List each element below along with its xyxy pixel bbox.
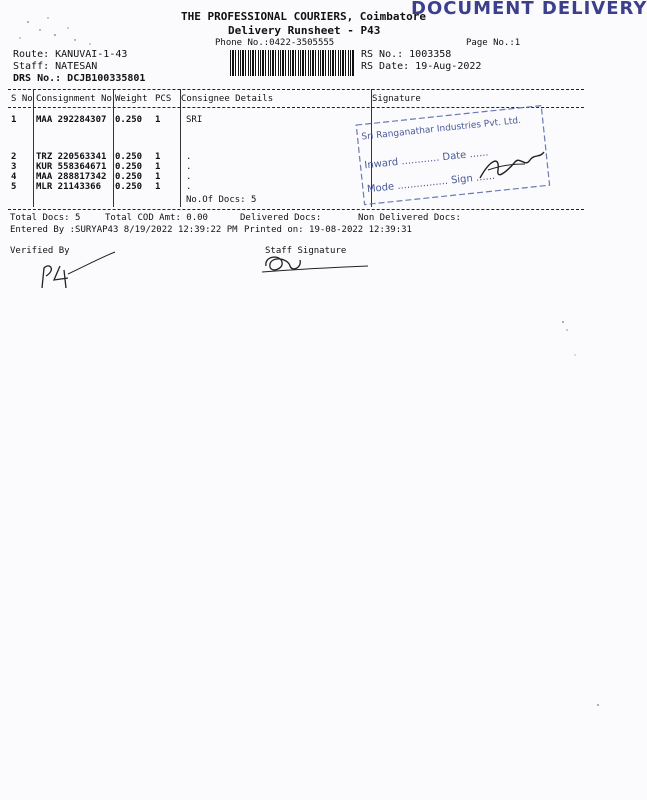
no-of-docs: No.Of Docs: 5 <box>186 195 257 205</box>
document-delivery-stamp: DOCUMENT DELIVERY <box>411 0 647 19</box>
header-sno: S No <box>11 94 33 104</box>
row-consignment: MLR 21143366 <box>36 182 102 192</box>
row-consignment: KUR 558364671 <box>36 162 107 172</box>
column-divider <box>113 89 114 207</box>
row-consignment: TRZ 220563341 <box>36 152 107 162</box>
company-name: THE PROFESSIONAL COURIERS, Coimbatore <box>181 10 427 23</box>
stamp-inward-line: Inward ............ Date ...... <box>363 147 490 172</box>
drs-number: DRS No.: DCJB100335801 <box>13 73 146 84</box>
header-weight: Weight <box>115 94 148 104</box>
receiver-signature <box>470 140 550 190</box>
delivered-docs: Delivered Docs: <box>240 213 322 223</box>
row-pcs: 1 <box>155 182 161 192</box>
row-weight: 0.250 <box>115 115 143 125</box>
row-pcs: 1 <box>155 152 161 162</box>
rs-date: RS Date: 19-Aug-2022 <box>361 61 482 72</box>
row-sno: 2 <box>11 152 17 162</box>
row-sno: 5 <box>11 182 17 192</box>
row-consignment: MAA 292284307 <box>36 115 107 125</box>
stamp-mode-line: Mode ................ Sign ...... <box>366 170 496 196</box>
verifier-signature <box>30 248 120 293</box>
row-consignee: SRI <box>186 115 203 125</box>
verified-by-label: Verified By <box>10 246 70 256</box>
stamp-mode: Mode <box>366 181 395 196</box>
phone-number: Phone No.:0422-3505555 <box>215 38 335 48</box>
column-divider <box>33 89 34 207</box>
header-consignment: Consignment No <box>36 94 112 104</box>
entered-by: Entered By :SURYAP43 8/19/2022 12:39:22 PM <box>10 225 238 235</box>
stamp-company: Sri Ranganathar Industries Pvt. Ltd. <box>361 115 522 143</box>
stamp-inward: Inward <box>363 156 399 172</box>
row-consignee: . <box>186 182 192 192</box>
row-sno: 1 <box>11 115 17 125</box>
total-docs: Total Docs: 5 <box>10 213 81 223</box>
row-pcs: 1 <box>155 162 161 172</box>
header-pcs: PCS <box>155 94 172 104</box>
row-sno: 4 <box>11 172 17 182</box>
table-bottom-rule <box>8 209 584 210</box>
staff-name: Staff: NATESAN <box>13 61 98 72</box>
runsheet-title: Delivery Runsheet - P43 <box>228 24 381 37</box>
route: Route: KANUVAI-1-43 <box>13 49 128 60</box>
rs-number: RS No.: 1003358 <box>361 49 452 60</box>
row-weight: 0.250 <box>115 162 143 172</box>
stamp-date: Date <box>441 149 467 164</box>
total-cod-amount: Total COD Amt: 0.00 <box>105 213 208 223</box>
row-weight: 0.250 <box>115 152 143 162</box>
row-consignee: . <box>186 172 192 182</box>
row-consignee: . <box>186 152 192 162</box>
staff-signature-label: Staff Signature <box>265 246 347 256</box>
table-top-rule <box>8 89 584 90</box>
row-weight: 0.250 <box>115 182 143 192</box>
staff-signature <box>258 250 378 280</box>
printed-on: Printed on: 19-08-2022 12:39:31 <box>244 225 412 235</box>
column-divider <box>180 89 181 207</box>
page-number: Page No.:1 <box>466 38 521 48</box>
barcode <box>230 50 354 76</box>
row-pcs: 1 <box>155 172 161 182</box>
header-consignee: Consignee Details <box>181 94 274 104</box>
header-signature: Signature <box>372 94 421 104</box>
row-sno: 3 <box>11 162 17 172</box>
row-consignee: . <box>186 162 192 172</box>
row-weight: 0.250 <box>115 172 143 182</box>
row-consignment: MAA 288817342 <box>36 172 107 182</box>
stamp-sign: Sign <box>450 173 474 187</box>
row-pcs: 1 <box>155 115 161 125</box>
non-delivered-docs: Non Delivered Docs: <box>358 213 461 223</box>
